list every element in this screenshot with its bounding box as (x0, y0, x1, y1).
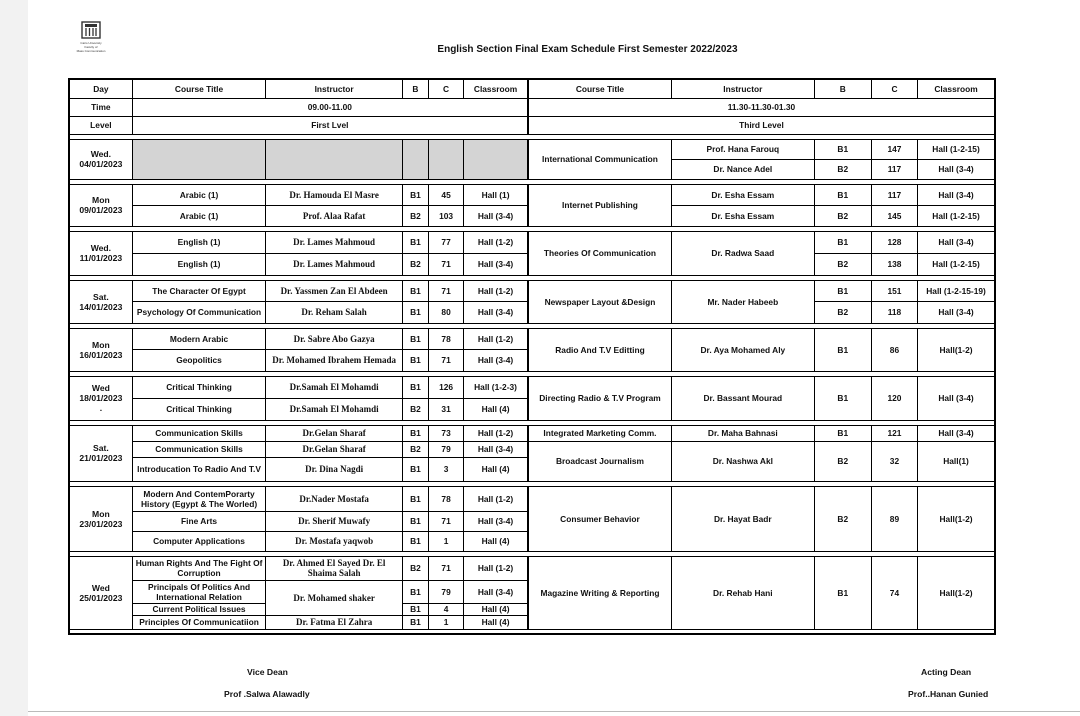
right-course: Magazine Writing & Reporting (528, 556, 672, 629)
left-count: 78 (429, 328, 464, 349)
day-cell (69, 184, 132, 226)
left-classroom: Hall (3-4) (464, 253, 528, 275)
left-batch: B1 (402, 301, 428, 323)
right-c: 121 (871, 425, 917, 441)
left-instructor: Dr. Sabre Abo Gazya (266, 328, 403, 349)
right-room: Hall(1-2) (918, 486, 995, 551)
acting-dean-title: Acting Dean (921, 667, 972, 677)
left-instructor: Dr. Hamouda El Masre (266, 184, 403, 205)
right-room: Hall (1-2-15) (918, 139, 995, 159)
level-row (69, 116, 995, 134)
left-course-title: Modern Arabic (132, 328, 266, 349)
left-course-title: Arabic (1) (132, 205, 266, 226)
day-name: Wed. (90, 149, 112, 159)
left-batch: B1 (402, 184, 428, 205)
left-instructor: Dr. Sherif Muwafy (266, 511, 403, 531)
left-count: 4 (429, 603, 464, 615)
empty-cell (132, 139, 266, 179)
left-batch: B2 (402, 441, 428, 457)
empty-cell (402, 139, 428, 179)
left-instructor: Dr.Gelan Sharaf (266, 441, 403, 457)
left-batch: B1 (402, 580, 428, 603)
left-batch: B2 (402, 253, 428, 275)
day-cell (69, 425, 132, 481)
right-instructor: Dr. Aya Mohamed Aly (672, 328, 815, 371)
day-cell (69, 280, 132, 323)
left-instructor: Dr. Dina Nagdi (266, 457, 403, 481)
day-date: 16/01/2023 (79, 349, 123, 360)
left-count: 31 (429, 398, 464, 420)
left-batch: B1 (402, 486, 428, 511)
right-course: Integrated Marketing Comm. (528, 425, 672, 441)
vice-dean-title: Vice Dean (247, 667, 288, 677)
right-room: Hall(1) (918, 441, 995, 481)
right-b: B2 (814, 441, 871, 481)
left-instructor: Dr. Reham Salah (266, 301, 403, 323)
right-instructor: Dr. Radwa Saad (672, 231, 815, 275)
right-b: B1 (814, 425, 871, 441)
right-b: B1 (814, 139, 871, 159)
left-course-title: English (1) (132, 253, 266, 275)
day-name: Wed (91, 582, 110, 593)
right-c: 117 (871, 184, 917, 205)
header-course-title: Course Title (132, 79, 266, 98)
left-instructor: Dr. Fatma El Zahra (266, 615, 403, 629)
left-batch: B1 (402, 328, 428, 349)
day-name: Mon (92, 195, 110, 205)
left-course-title: Critical Thinking (132, 398, 266, 420)
left-course-title: Computer Applications (132, 531, 266, 551)
day-date: 11/01/2023 (79, 253, 123, 263)
left-instructor: Prof. Alaa Rafat (266, 205, 403, 226)
table-row (69, 441, 995, 457)
left-batch: B1 (402, 603, 428, 615)
right-c: 86 (871, 328, 917, 371)
left-classroom: Hall (3-4) (464, 441, 528, 457)
day-name: Wed. (90, 243, 112, 253)
header-b: B (402, 79, 428, 98)
left-course-title: English (1) (132, 231, 266, 253)
header-day: Day (69, 79, 132, 98)
right-course-title: Theories Of Communication (528, 231, 672, 275)
left-instructor: Dr.Samah El Mohamdi (266, 398, 403, 420)
left-course-title: Critical Thinking (132, 376, 266, 398)
right-b: B1 (814, 184, 871, 205)
right-instructor: Dr. Esha Essam (672, 184, 815, 205)
left-course-title: Geopolitics (132, 349, 266, 371)
right-course-title: Internet Publishing (528, 184, 672, 226)
right-instructor: Dr. Rehab Hani (672, 556, 815, 629)
left-count: 103 (429, 205, 464, 226)
right-course-title: Newspaper Layout &Design (528, 280, 672, 323)
left-course-title: Current Political Issues (132, 603, 266, 615)
left-classroom: Hall (4) (464, 603, 528, 615)
header-instructor: Instructor (266, 79, 403, 98)
left-instructor: Dr.Gelan Sharaf (266, 425, 403, 441)
day-date: 09/01/2023 (79, 205, 123, 215)
vice-dean-name: Prof .Salwa Alawadly (224, 689, 310, 699)
left-classroom: Hall (4) (464, 457, 528, 481)
right-room: Hall (3-4) (918, 376, 995, 420)
right-c: 74 (871, 556, 917, 629)
left-count: 79 (429, 441, 464, 457)
right-instructor: Mr. Nader Habeeb (672, 280, 815, 323)
right-room: Hall (3-4) (918, 159, 995, 179)
table-row (69, 184, 995, 205)
day-name: Mon (92, 339, 110, 350)
left-count: 71 (429, 556, 464, 580)
left-count: 79 (429, 580, 464, 603)
day-cell (69, 328, 132, 371)
right-room: Hall (1-2-15) (918, 205, 995, 226)
header-instructor-right: Instructor (672, 79, 815, 98)
left-classroom: Hall (3-4) (464, 580, 528, 603)
table-row (69, 486, 995, 511)
right-c: 117 (871, 159, 917, 179)
left-classroom: Hall (1-2) (464, 280, 528, 301)
day-date: 25/01/2023 (79, 592, 123, 603)
table-row (69, 556, 995, 580)
left-classroom: Hall (1-2) (464, 425, 528, 441)
day-name: Mon (92, 508, 110, 519)
left-batch: B2 (402, 556, 428, 580)
right-instructor: Dr. Nashwa Akl (672, 441, 815, 481)
left-count: 45 (429, 184, 464, 205)
left-classroom: Hall (1) (464, 184, 528, 205)
right-instructor: Dr. Nance Adel (672, 159, 815, 179)
left-classroom: Hall (1-2) (464, 556, 528, 580)
left-batch: B1 (402, 531, 428, 551)
right-b: B2 (814, 159, 871, 179)
right-b: B2 (814, 301, 871, 323)
right-b: B1 (814, 328, 871, 371)
right-room: Hall (3-4) (918, 425, 995, 441)
empty-cell (429, 139, 464, 179)
left-instructor: Dr.Samah El Mohamdi (266, 376, 403, 398)
left-classroom: Hall (1-2-3) (464, 376, 528, 398)
left-batch: B1 (402, 376, 428, 398)
right-room: Hall (3-4) (918, 301, 995, 323)
left-course-title: The Character Of Egypt (132, 280, 266, 301)
left-course-title: Modern And ContemPorarty History (Egypt & The Worled) (132, 486, 266, 511)
left-classroom: Hall (3-4) (464, 349, 528, 371)
left-count: 71 (429, 349, 464, 371)
right-b: B1 (814, 376, 871, 420)
left-count: 71 (429, 511, 464, 531)
left-count: 1 (429, 615, 464, 629)
day-date: 18/01/2023 (79, 393, 123, 403)
day-date: 14/01/2023 (79, 301, 123, 312)
right-b: B2 (814, 253, 871, 275)
empty-cell (266, 139, 403, 179)
day-name: Sat. (93, 291, 109, 302)
left-batch: B1 (402, 425, 428, 441)
left-instructor: Dr. Mostafa yaqwob (266, 531, 403, 551)
day-date: 23/01/2023 (79, 518, 123, 529)
header-course-title-right: Course Title (528, 79, 672, 98)
right-c: 151 (871, 280, 917, 301)
left-batch: B2 (402, 398, 428, 420)
left-course-title: Communication Skills (132, 441, 266, 457)
right-instructor: Dr. Bassant Mourad (672, 376, 815, 420)
svg-text:Mass Communication: Mass Communication (76, 49, 106, 53)
day-name: Sat. (93, 443, 109, 453)
time-right: 11.30-11.30-01.30 (528, 98, 995, 116)
right-instructor: Dr. Hayat Badr (672, 486, 815, 551)
right-course: Broadcast Journalism (528, 441, 672, 481)
left-batch: B1 (402, 231, 428, 253)
left-course-title: Arabic (1) (132, 184, 266, 205)
level-left: First Lvel (132, 116, 528, 134)
time-row (69, 98, 995, 116)
header-c-right: C (871, 79, 917, 98)
right-b: B1 (814, 231, 871, 253)
time-label: Time (69, 98, 132, 116)
level-label: Level (69, 116, 132, 134)
right-c: 145 (871, 205, 917, 226)
table-row (69, 280, 995, 301)
left-course-title: Psychology Of Communication (132, 301, 266, 323)
left-classroom: Hall (4) (464, 398, 528, 420)
right-c: 89 (871, 486, 917, 551)
left-classroom: Hall (4) (464, 615, 528, 629)
day-cell (69, 376, 132, 420)
day-date: 04/01/2023 (79, 159, 123, 169)
left-batch: B1 (402, 457, 428, 481)
document-title: English Section Final Exam Schedule First Semester 2022/2023 (437, 44, 738, 55)
right-room: Hall(1-2) (918, 556, 995, 629)
right-c: 138 (871, 253, 917, 275)
left-count: 77 (429, 231, 464, 253)
table-row (69, 328, 995, 349)
right-course: Radio And T.V Editting (528, 328, 672, 371)
left-instructor: Dr. Mohamed shaker (266, 580, 403, 615)
right-room: Hall(1-2) (918, 328, 995, 371)
right-b: B1 (814, 556, 871, 629)
left-course-title: Principals Of Politics And International Relation (132, 580, 266, 603)
day-extra: . (99, 403, 103, 413)
right-c: 32 (871, 441, 917, 481)
right-b: B1 (814, 280, 871, 301)
left-classroom: Hall (3-4) (464, 511, 528, 531)
left-instructor: Dr. Yassmen Zan El Abdeen (266, 280, 403, 301)
day-cell (69, 556, 132, 629)
left-classroom: Hall (1-2) (464, 486, 528, 511)
left-classroom: Hall (3-4) (464, 205, 528, 226)
header-classroom-right: Classroom (918, 79, 995, 98)
left-course-title: Introducation To Radio And T.V (132, 457, 266, 481)
page-bottom-edge (28, 711, 1080, 712)
day-cell (69, 231, 132, 275)
left-classroom: Hall (3-4) (464, 301, 528, 323)
left-count: 3 (429, 457, 464, 481)
svg-text:Faculty of: Faculty of (84, 45, 98, 49)
left-classroom: Hall (1-2) (464, 231, 528, 253)
left-instructor: Dr. Ahmed El Sayed Dr. El Shaima Salah (266, 556, 403, 580)
header-row (69, 79, 995, 98)
right-c: 120 (871, 376, 917, 420)
left-count: 71 (429, 253, 464, 275)
left-count: 73 (429, 425, 464, 441)
left-count: 71 (429, 280, 464, 301)
right-room: Hall (3-4) (918, 184, 995, 205)
right-course: Consumer Behavior (528, 486, 672, 551)
day-date: 21/01/2023 (79, 453, 123, 463)
day-cell (69, 139, 132, 179)
left-course-title: Human Rights And The Fight Of Corruption (132, 556, 266, 580)
left-count: 126 (429, 376, 464, 398)
right-c: 118 (871, 301, 917, 323)
left-course-title: Communication Skills (132, 425, 266, 441)
left-count: 80 (429, 301, 464, 323)
right-course: Directing Radio & T.V Program (528, 376, 672, 420)
header-c: C (429, 79, 464, 98)
exam-schedule-table (68, 78, 996, 635)
right-instructor: Dr. Maha Bahnasi (672, 425, 815, 441)
table-row (69, 376, 995, 398)
svg-text:Cairo University: Cairo University (80, 41, 102, 45)
table-row (69, 139, 995, 159)
left-instructor: Dr. Mohamed Ibrahem Hemada (266, 349, 403, 371)
day-cell (69, 486, 132, 551)
right-room: Hall (1-2-15) (918, 253, 995, 275)
right-c: 147 (871, 139, 917, 159)
left-instructor: Dr. Lames Mahmoud (266, 231, 403, 253)
right-course-title: International Communication (528, 139, 672, 179)
header-b-right: B (814, 79, 871, 98)
empty-cell (464, 139, 528, 179)
right-instructor: Prof. Hana Farouq (672, 139, 815, 159)
left-instructor: Dr.Nader Mostafa (266, 486, 403, 511)
right-instructor: Dr. Esha Essam (672, 205, 815, 226)
left-classroom: Hall (4) (464, 531, 528, 551)
left-batch: B1 (402, 511, 428, 531)
level-right: Third Level (528, 116, 995, 134)
time-left: 09.00-11.00 (132, 98, 528, 116)
header-classroom: Classroom (464, 79, 528, 98)
left-instructor: Dr. Lames Mahmoud (266, 253, 403, 275)
right-c: 128 (871, 231, 917, 253)
table-row (69, 231, 995, 253)
left-batch: B1 (402, 280, 428, 301)
left-batch: B1 (402, 615, 428, 629)
left-course-title: Fine Arts (132, 511, 266, 531)
right-b: B2 (814, 486, 871, 551)
right-room: Hall (3-4) (918, 231, 995, 253)
left-course-title: Principles Of Communicatiion (132, 615, 266, 629)
acting-dean-name: Prof..Hanan Gunied (908, 689, 989, 699)
day-name: Wed (91, 383, 110, 393)
left-count: 78 (429, 486, 464, 511)
right-b: B2 (814, 205, 871, 226)
left-count: 1 (429, 531, 464, 551)
left-batch: B1 (402, 349, 428, 371)
left-batch: B2 (402, 205, 428, 226)
right-room: Hall (1-2-15-19) (918, 280, 995, 301)
table-row (69, 425, 995, 441)
left-classroom: Hall (1-2) (464, 328, 528, 349)
